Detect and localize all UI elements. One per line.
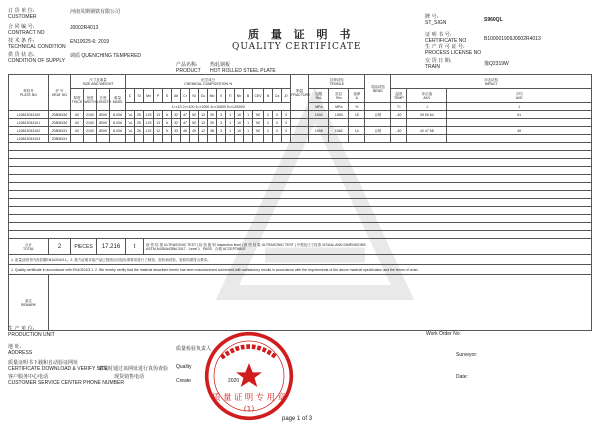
standard-value: EN10025-6: 2019	[70, 39, 110, 45]
unit-j-1: J	[407, 103, 447, 111]
contract-value: J0002R4013	[70, 25, 99, 31]
chem-cell: 50	[190, 111, 199, 119]
chem-cell: 13	[199, 111, 208, 119]
sales-phone-label: 现货销售电话	[114, 374, 145, 380]
contract-label: 合 同 编 号: CONTRACT NO	[8, 24, 45, 36]
chem-cell	[208, 135, 217, 143]
title-en: QUALITY CERTIFICATE	[232, 42, 362, 52]
chem-cell: 6	[163, 111, 172, 119]
length-cell: 8000	[97, 111, 110, 119]
blank-row	[9, 183, 592, 191]
table-row	[9, 119, 592, 127]
chem-cell: 47	[181, 111, 190, 119]
chem-cell: 38	[208, 127, 217, 135]
col-fracture: 断裂 FRACTURE	[291, 75, 309, 111]
certificate-label: 证 明 书 号: CERTIFICATE NO	[425, 32, 467, 44]
temp-cell	[391, 119, 407, 127]
chem-cell: 12	[154, 127, 163, 135]
delivery-value: 调质 QUENCHING TEMPERED	[70, 53, 142, 59]
plate-no-cell: L20813043103	[9, 135, 49, 143]
col-temp: 温度 TEMP	[391, 89, 407, 103]
chem-cell: 13	[199, 119, 208, 127]
temp-cell: -40	[391, 111, 407, 119]
unit-bend-blank	[365, 103, 391, 111]
chem-cell	[226, 135, 235, 143]
elongation-cell	[349, 135, 365, 143]
service-label: 客户服务中心电话 CUSTOMER SERVICE CENTER PHONE NUMBER	[8, 374, 124, 386]
heat-no-cell: 20808191	[49, 135, 71, 143]
length-cell: 8000	[97, 127, 110, 135]
rel-cell	[309, 119, 329, 127]
table-row	[9, 135, 592, 143]
mass-cell: 8.006	[110, 127, 126, 135]
chem-cell: 46	[181, 127, 190, 135]
plate-no-cell: L20813043102	[9, 127, 49, 135]
chem-cell: 13	[154, 111, 163, 119]
rm-cell: 1053	[329, 111, 349, 119]
chem-cell: 123	[144, 111, 154, 119]
elongation-cell: 15	[349, 111, 365, 119]
train-label: 交 货 日 期: TRAIN	[425, 58, 452, 70]
width-cell	[84, 135, 97, 143]
customer-value: 河南贝斯钢铁有限公司	[70, 9, 121, 15]
el-nb: Nb	[235, 89, 244, 103]
el-s: S	[163, 89, 172, 103]
chem-cell: 1	[244, 127, 253, 135]
work-order-label: Work Order No:	[426, 331, 461, 337]
col-size: 尺寸及重量 SIZE AND WEIGHT	[71, 75, 126, 89]
col-plate-no: 材料号 PLATE NO	[9, 75, 49, 111]
verify-note: 请及时通过该网址进行真伪查验	[98, 366, 169, 372]
chem-cell: 2	[264, 127, 273, 135]
standard-label: 技 术 条 件: TECHNICAL CONDITION	[8, 38, 66, 50]
chem-cell: 1	[226, 119, 235, 127]
el-ni: Ni	[190, 89, 199, 103]
el-mo: Mo	[208, 89, 217, 103]
blank-row	[9, 191, 592, 199]
avg-cell: 51	[447, 111, 592, 119]
chem-cell	[126, 135, 135, 143]
el-cr: Cr	[181, 89, 190, 103]
elongation-cell: 14	[349, 127, 365, 135]
product-label: 产品名称: PRODUCT	[176, 62, 201, 74]
length-cell: 8000	[97, 119, 110, 127]
chem-cell: 2	[264, 119, 273, 127]
note-en: 1. Quality certificate in accordance with EN10204/3.1. 2. We hereby certify that the material described herein has been manufactured and tested with satisfactory results in accordance with the requirements of the above material specification and the terms of order.	[9, 265, 592, 275]
blank-row	[9, 151, 592, 159]
table-row	[9, 127, 592, 135]
col-length: 长度 LENGTH	[97, 89, 110, 111]
el-n: N	[264, 89, 273, 103]
chem-cell	[253, 135, 264, 143]
chem-cell	[190, 135, 199, 143]
chem-cell	[217, 135, 226, 143]
grade-value: S960QL	[484, 17, 503, 23]
avg-cell	[447, 135, 592, 143]
customer-label: 订 货 单 位: CUSTOMER	[8, 8, 37, 20]
chem-cell: 39	[208, 119, 217, 127]
chem-cell: 122	[144, 127, 154, 135]
rel-cell: 1006	[309, 127, 329, 135]
col-rm: 抗拉 Rm	[329, 89, 349, 103]
col-bend: 弯曲试验 BEND	[365, 75, 391, 103]
el-v: V	[217, 89, 226, 103]
chem-cell: 1	[244, 119, 253, 127]
note-cn: 1. 质量证明书内容依据EN10204/3.1。2. 我方证明本批产品已按照合同及标准要求进行了制造、检验和试验，检验结果符合要求。	[9, 255, 592, 265]
chem-cell: 0	[273, 127, 282, 135]
qc-label: 质量检验负责人	[176, 346, 212, 352]
el-si: Si	[135, 89, 144, 103]
col-heat-no: 炉 号 HEAT NO	[49, 75, 71, 111]
avg-cell: 49	[447, 127, 592, 135]
chem-cell: 123	[144, 119, 154, 127]
heat-no-cell: 20808190	[49, 111, 71, 119]
chem-cell: 2	[264, 111, 273, 119]
total-weight-unit: t	[126, 239, 144, 255]
rm-cell: 1062	[329, 127, 349, 135]
grade-label: 牌 号: ST_SIGN	[425, 14, 447, 26]
blank-row	[9, 223, 592, 231]
chem-cell: 50	[190, 119, 199, 127]
chem-cell: 14	[126, 119, 135, 127]
certificate-table	[8, 74, 592, 331]
chem-cell: 3	[217, 127, 226, 135]
el-cu: Cu	[199, 89, 208, 103]
rel-cell	[309, 135, 329, 143]
total-label: 合计 TOTAL	[9, 239, 49, 255]
chem-cell: 0	[282, 119, 291, 127]
akv-cell	[407, 135, 447, 143]
akv-cell: 42 47 58	[407, 127, 447, 135]
chem-cell: 13	[154, 119, 163, 127]
el-ca: Ca	[273, 89, 282, 103]
bend-cell	[365, 119, 391, 127]
chem-cell: 3	[217, 111, 226, 119]
unit-c: °C	[391, 103, 407, 111]
chem-cell: 1	[226, 111, 235, 119]
col-width: 宽度 WIDTH	[84, 89, 97, 111]
blank-row	[9, 175, 592, 183]
length-cell	[97, 135, 110, 143]
el-p: P	[154, 89, 163, 103]
chem-cell	[235, 135, 244, 143]
col-akv: 冲击值 AKV	[407, 89, 447, 103]
address-label: 地 址: ADDRESS	[8, 344, 33, 356]
blank-row	[9, 159, 592, 167]
bend-cell	[365, 135, 391, 143]
license-label: 生 产 许 可 证 号: PROCESS LICENSE NO	[425, 44, 482, 56]
chem-cell: 14	[126, 127, 135, 135]
rm-cell	[329, 135, 349, 143]
blank-row	[9, 143, 592, 151]
title-cn: 质 量 证 明 书	[248, 28, 355, 41]
chem-cell: 50	[253, 127, 264, 135]
col-thick: 厚度 THICK	[71, 89, 84, 111]
bend-cell: 合格	[365, 111, 391, 119]
quality-seal-stamp	[203, 330, 295, 422]
unit-pct: %	[349, 103, 365, 111]
heat-no-cell: 20808191	[49, 127, 71, 135]
thick-cell: 60	[71, 127, 84, 135]
total-count: 2	[49, 239, 71, 255]
inspection-summary: 探 伤 结 果 ULTRASONIC TEST | 检 验 级 别 Inspection level | 探 伤 结 果 ULTRASONIC TEST | 外观及尺寸检查 VISUAL AND DIMENSIONS ASTM A435/A435M-2017 Level 1 PASS 合格 ACCEPTABLE	[144, 239, 592, 255]
thick-cell	[71, 135, 84, 143]
thick-cell: 60	[71, 111, 84, 119]
stamp-text: 质 量 证 明 专 用 章	[212, 391, 286, 402]
bend-cell: 合格	[365, 127, 391, 135]
chem-cell: 14	[126, 111, 135, 119]
chem-cell: 39	[208, 111, 217, 119]
chem-cell: 10	[235, 119, 244, 127]
chem-cell: 25	[135, 119, 144, 127]
chem-cell: 0	[273, 119, 282, 127]
stamp-sub: (1)	[243, 403, 255, 413]
unit-mpa-1: MPa	[309, 103, 329, 111]
col-mass: 重量 MASS	[110, 89, 126, 111]
thick-cell: 60	[71, 119, 84, 127]
fracture-cell	[291, 135, 309, 143]
chem-cell: 3	[217, 119, 226, 127]
chem-cell: 10	[235, 127, 244, 135]
width-cell: 2100	[84, 119, 97, 127]
chem-cell: 33	[172, 127, 181, 135]
chem-cell: 47	[181, 119, 190, 127]
chem-cell	[163, 135, 172, 143]
total-weight: 17.216	[97, 239, 126, 255]
col-a: 延伸 A	[349, 89, 365, 103]
blank-row	[9, 167, 592, 175]
akv-cell	[407, 119, 447, 127]
fracture-cell	[291, 119, 309, 127]
elongation-cell	[349, 119, 365, 127]
width-cell: 2100	[84, 111, 97, 119]
surveyor-label: Surveyor:	[456, 352, 478, 358]
el-cev: CEV	[253, 89, 264, 103]
chem-cell: 32	[172, 111, 181, 119]
chem-cell	[264, 135, 273, 143]
chem-cell: 32	[172, 119, 181, 127]
chem-cell: 12	[199, 127, 208, 135]
el-c: C	[126, 89, 135, 103]
product-value: 热轧钢板 HOT ROLLED STEEL PLATE	[210, 62, 276, 74]
chem-multiplier-note: 1=×10 2=×100 3=×1000 4=×10000 5=×100000	[126, 103, 291, 111]
heat-no-cell: 20808190	[49, 119, 71, 127]
fracture-cell	[291, 127, 309, 135]
unit-mpa-2: MPa	[329, 103, 349, 111]
el-mn: Mn	[144, 89, 154, 103]
col-impact: 冲击试验 IMPACT	[391, 75, 592, 89]
col-chemical: 化学成分 CHEMICAL COMPOSITION %	[126, 75, 291, 89]
chem-cell: 49	[190, 127, 199, 135]
blank-row	[9, 215, 592, 223]
temp-cell	[391, 135, 407, 143]
temp-cell: -40	[391, 127, 407, 135]
chem-cell: 0	[273, 111, 282, 119]
chem-cell: 50	[253, 119, 264, 127]
delivery-label: 供 货 状 态: CONDITION OF SUPPLY	[8, 52, 66, 64]
create-value: 2020	[228, 378, 240, 384]
production-unit-label: 生 产 单 位: PRODUCTION UNIT	[8, 326, 55, 338]
certificate-value: B100001909J0002R4013	[484, 36, 541, 42]
chem-cell: 25	[135, 111, 144, 119]
chem-cell	[144, 135, 154, 143]
chem-cell: 6	[163, 119, 172, 127]
create-label: Create	[176, 378, 192, 384]
el-zr: Zr	[282, 89, 291, 103]
chem-cell	[154, 135, 163, 143]
unit-j-2: J	[447, 103, 592, 111]
chem-cell: 5	[163, 127, 172, 135]
mass-cell: 8.006	[110, 119, 126, 127]
avg-cell	[447, 119, 592, 127]
akv-cell: 39 50 64	[407, 111, 447, 119]
rel-cell: 1002	[309, 111, 329, 119]
plate-no-cell: L20813043100	[9, 111, 49, 119]
blank-row	[9, 207, 592, 215]
quality-label: Quality	[176, 364, 192, 370]
el-b: B	[244, 89, 253, 103]
total-unit: PIECES	[71, 239, 97, 255]
chem-cell: 50	[253, 111, 264, 119]
remark-content	[49, 275, 592, 331]
rm-cell	[329, 119, 349, 127]
chem-cell	[282, 135, 291, 143]
mass-cell	[110, 135, 126, 143]
chem-cell: 0	[282, 111, 291, 119]
el-alt: Alt	[172, 89, 181, 103]
mass-cell: 8.006	[110, 111, 126, 119]
page-number: page 1 of 3	[282, 416, 313, 422]
chem-cell: 26	[135, 127, 144, 135]
col-avg: 平均 AVE	[447, 89, 592, 103]
chem-cell	[273, 135, 282, 143]
col-rel: 屈服 ReL	[309, 89, 329, 103]
chem-cell	[135, 135, 144, 143]
train-value: 豫Q2319W	[484, 61, 509, 67]
table-row	[9, 111, 592, 119]
date-label: Date:	[456, 374, 468, 380]
chem-cell	[172, 135, 181, 143]
chem-cell	[181, 135, 190, 143]
chem-cell	[244, 135, 253, 143]
plate-no-cell: L20813043101	[9, 119, 49, 127]
chem-cell: 10	[235, 111, 244, 119]
download-site-label: 质量证明书下载和自动验证网址 CERTIFICATE DOWNLOAD & VERIFY SITE	[8, 360, 108, 372]
chem-cell: 1	[244, 111, 253, 119]
chem-cell: 0	[282, 127, 291, 135]
col-tensile: 拉伸试验 TENSILE	[309, 75, 365, 89]
blank-row	[9, 199, 592, 207]
el-ti: Ti	[226, 89, 235, 103]
blank-row	[9, 231, 592, 239]
width-cell: 2100	[84, 127, 97, 135]
fracture-cell	[291, 111, 309, 119]
remark-label: 备注 REMARK	[9, 275, 49, 331]
chem-cell: 1	[226, 127, 235, 135]
chem-cell	[199, 135, 208, 143]
